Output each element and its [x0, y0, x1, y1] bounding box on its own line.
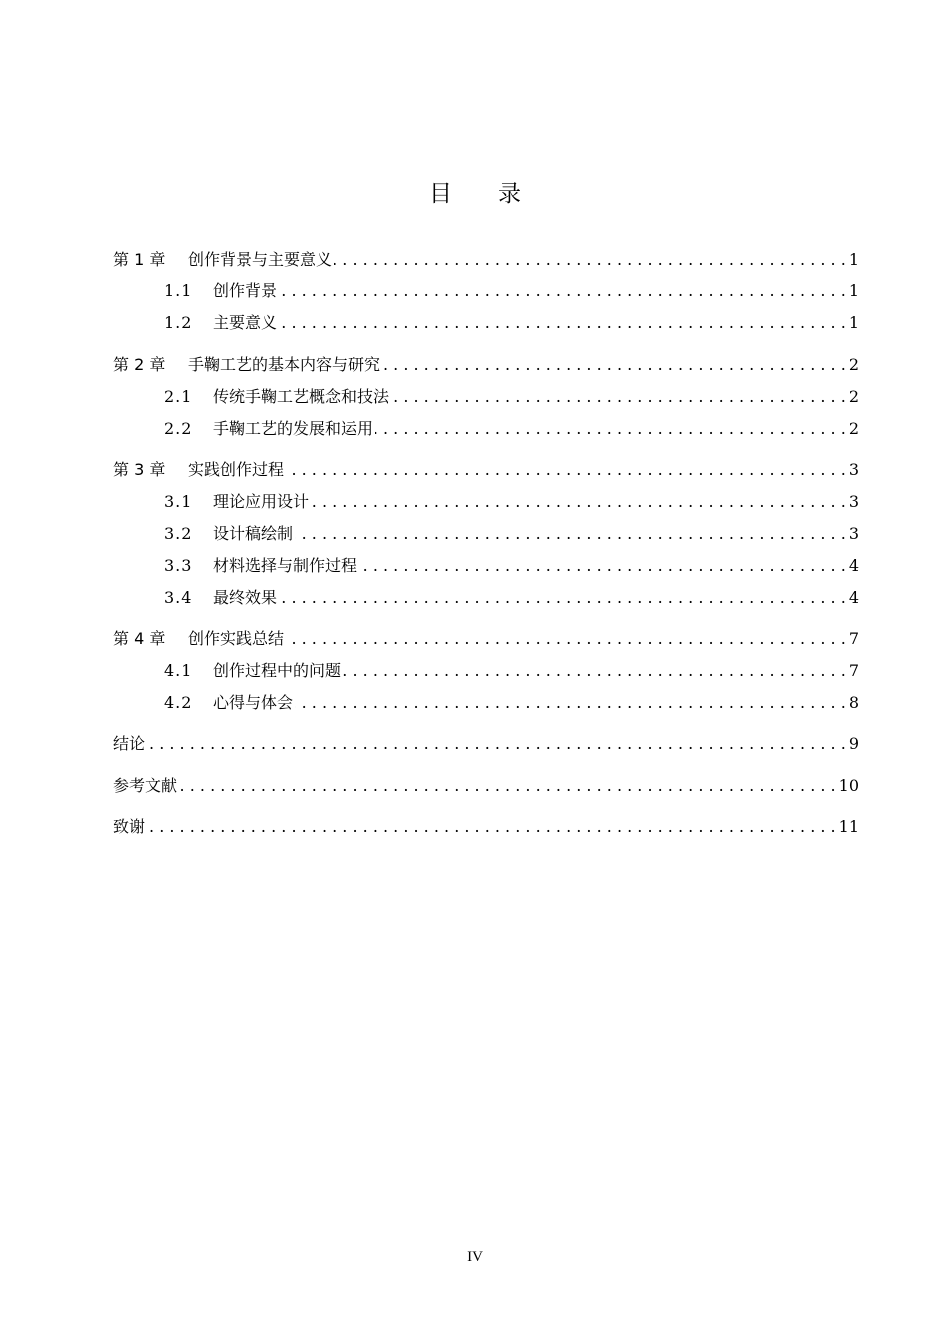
- toc-entry-title: 材料选择与制作过程: [213, 556, 358, 575]
- toc-dot-leader: [279, 587, 846, 609]
- toc-chapter-entry: [113, 729, 859, 755]
- toc-entry-title: 致谢: [113, 817, 146, 836]
- toc-entry-title: 最终效果: [213, 588, 278, 607]
- toc-entry-page: 2: [848, 355, 859, 374]
- toc-section-entry: [113, 414, 859, 440]
- toc-entry-title: 创作背景: [213, 281, 278, 300]
- toc-chapter-entry: [113, 624, 859, 650]
- toc-section-entry: [113, 688, 859, 714]
- toc-dot-leader: [391, 386, 846, 408]
- toc-entry-number: 1.1: [164, 281, 193, 300]
- toc-entry-title: 设计稿绘制: [213, 524, 294, 543]
- toc-dot-leader: [286, 628, 846, 650]
- toc-entry-number: 4.2: [164, 693, 193, 712]
- toc-dot-leader: [343, 660, 846, 682]
- toc-entry-number: 第 1 章: [113, 250, 166, 269]
- toc-entry-number: 1.2: [164, 313, 193, 332]
- toc-entry-number: 3.4: [164, 588, 193, 607]
- toc-entry-page: 7: [848, 629, 859, 648]
- toc-entry-number: 第 3 章: [113, 460, 166, 479]
- toc-dot-leader: [295, 692, 846, 714]
- toc-entry-page: 2: [848, 387, 859, 406]
- toc-section-entry: [113, 519, 859, 545]
- toc-chapter-entry: [113, 350, 859, 376]
- toc-dot-leader: [286, 459, 846, 481]
- toc-entry-title: 理论应用设计: [213, 492, 310, 511]
- toc-entry-number: 第 4 章: [113, 629, 166, 648]
- toc-entry-title: 手鞠工艺的发展和运用: [213, 419, 374, 438]
- toc-entry-number: 第 2 章: [113, 355, 166, 374]
- toc-entry-title: 创作过程中的问题: [213, 661, 342, 680]
- toc-chapter-entry: [113, 245, 859, 271]
- toc-section-entry: [113, 382, 859, 408]
- toc-dot-leader: [147, 816, 836, 838]
- toc-entry-page: 11: [838, 817, 859, 836]
- toc-section-entry: [113, 487, 859, 513]
- page-number: IV: [467, 1249, 483, 1265]
- toc-entry-number: 3.1: [164, 492, 193, 511]
- toc-dot-leader: [147, 733, 846, 755]
- toc-entry-page: 4: [848, 588, 859, 607]
- toc-section-entry: [113, 583, 859, 609]
- toc-entry-page: 4: [848, 556, 859, 575]
- toc-entry-title: 创作背景与主要意义: [188, 250, 333, 269]
- toc-section-entry: [113, 551, 859, 577]
- toc-dot-leader: [311, 491, 846, 513]
- toc-entry-page: 1: [848, 250, 859, 269]
- toc-dot-leader: [382, 354, 846, 376]
- toc-dot-leader: [334, 249, 846, 271]
- toc-entry-page: 2: [848, 419, 859, 438]
- toc-entry-page: 3: [848, 460, 859, 479]
- toc-dot-leader: [279, 312, 846, 334]
- toc-entry-title: 结论: [113, 734, 146, 753]
- toc-entry-number: 3.2: [164, 524, 193, 543]
- toc-entry-page: 10: [838, 776, 859, 795]
- toc-entry-number: 3.3: [164, 556, 193, 575]
- toc-entry-title: 传统手鞠工艺概念和技法: [213, 387, 390, 406]
- toc-entry-title: 创作实践总结: [188, 629, 285, 648]
- toc-entry-number: 4.1: [164, 661, 193, 680]
- toc-dot-leader: [179, 775, 836, 797]
- toc-chapter-entry: [113, 455, 859, 481]
- toc-entry-title: 实践创作过程: [188, 460, 285, 479]
- page-title: 目录: [429, 181, 567, 207]
- toc-entry-page: 7: [848, 661, 859, 680]
- toc-entry-number: 2.2: [164, 419, 193, 438]
- toc-entry-page: 3: [848, 492, 859, 511]
- toc-entry-title: 参考文献: [113, 776, 178, 795]
- toc-entry-page: 1: [848, 313, 859, 332]
- toc-section-entry: [113, 308, 859, 334]
- toc-entry-title: 主要意义: [213, 313, 278, 332]
- toc-entry-page: 3: [848, 524, 859, 543]
- toc-entry-title: 心得与体会: [213, 693, 294, 712]
- toc-dot-leader: [359, 555, 846, 577]
- toc-chapter-entry: [113, 812, 859, 838]
- toc-entry-title: 手鞠工艺的基本内容与研究: [188, 355, 381, 374]
- toc-entry-page: 8: [848, 693, 859, 712]
- toc-dot-leader: [295, 523, 846, 545]
- toc-section-entry: [113, 276, 859, 302]
- toc-entry-page: 1: [848, 281, 859, 300]
- toc-section-entry: [113, 656, 859, 682]
- toc-dot-leader: [375, 418, 846, 440]
- toc-entry-page: 9: [848, 734, 859, 753]
- toc-dot-leader: [279, 280, 846, 302]
- toc-chapter-entry: [113, 771, 859, 797]
- toc-entry-number: 2.1: [164, 387, 193, 406]
